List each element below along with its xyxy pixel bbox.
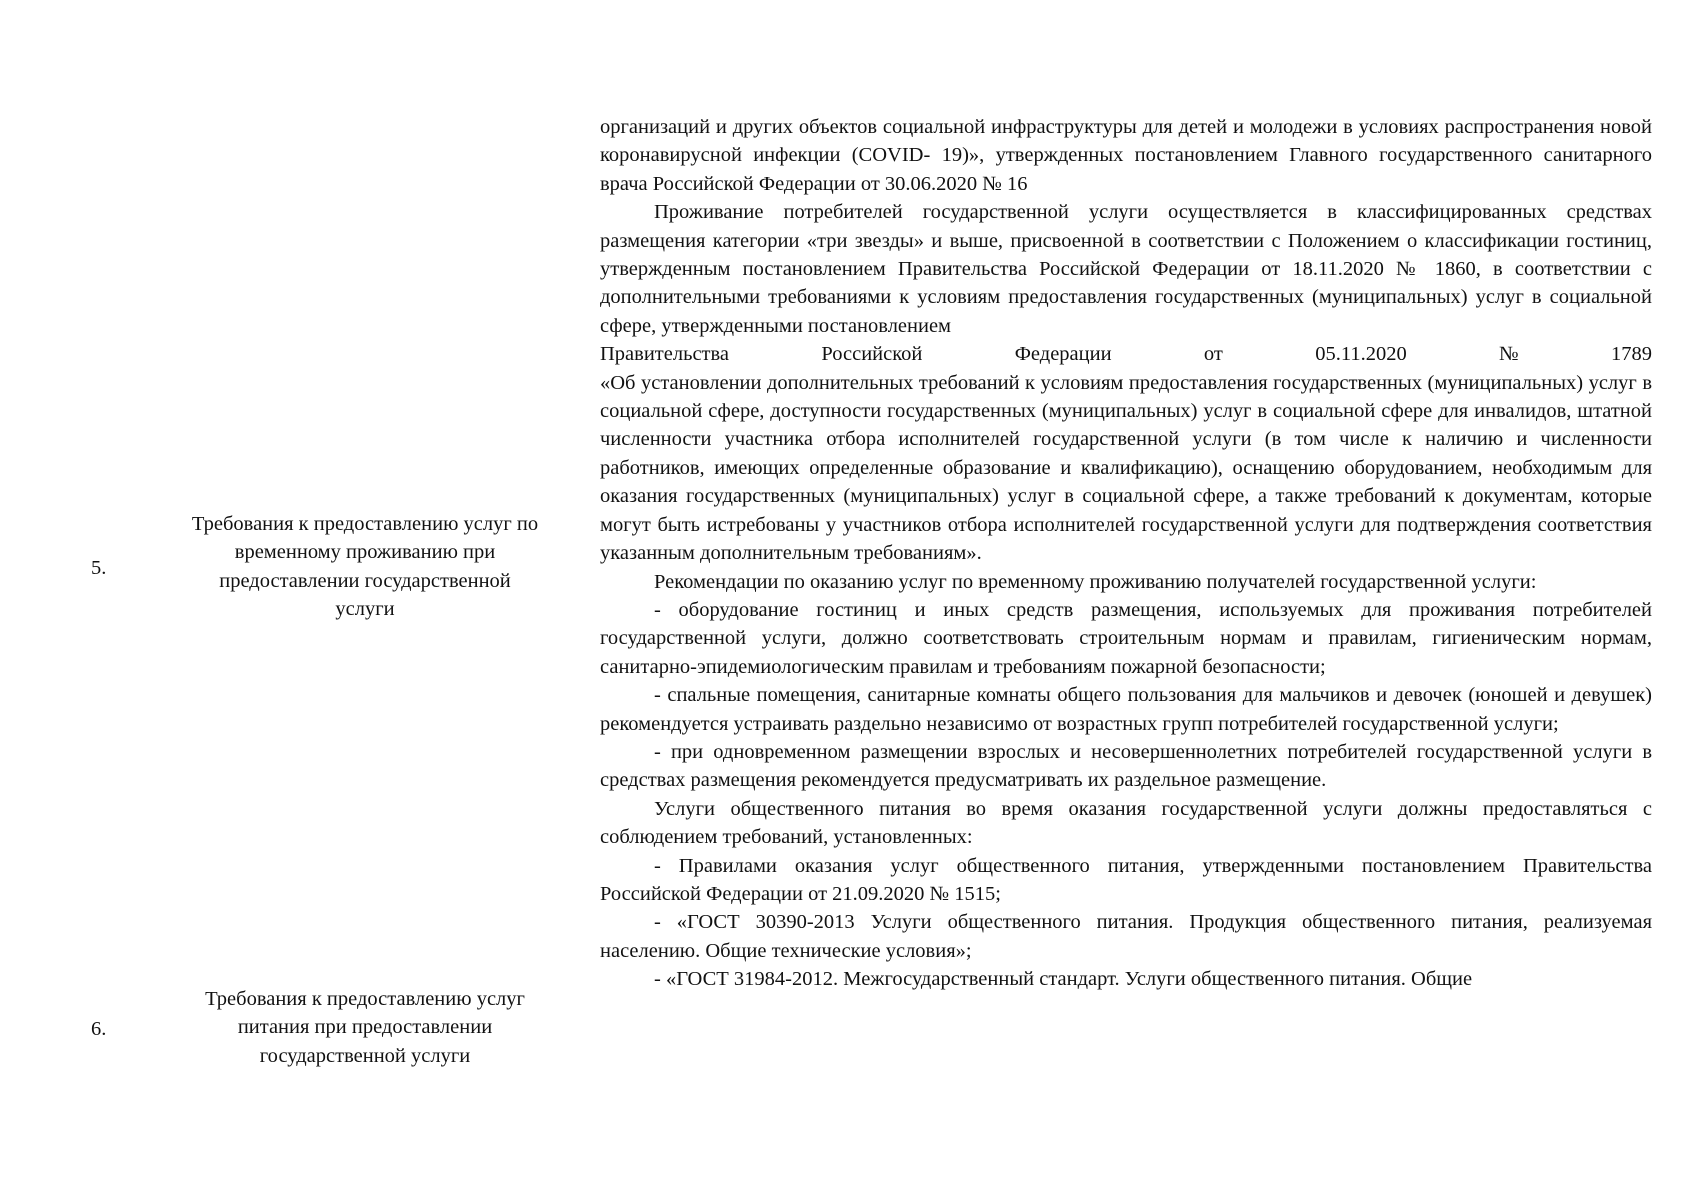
paragraph: Услуги общественного питания во время оказания государственной услуги должны предоставляться с соблюдением требований, установленных: (600, 797, 1652, 849)
word: Правительства (600, 343, 730, 366)
requirement-line: предоставлении государственной (219, 569, 511, 592)
paragraph: организаций и других объектов социальной инфраструктуры для детей и молодежи в условиях распространения новой коронавирусной инфекции (COVID- 19)», утвержденных постановлением Главного государственного санитарного врача Российской Федерации от 30.06.2020 № 16 (600, 116, 1652, 195)
requirement-title (155, 510, 575, 624)
list-item: - оборудование гостиниц и иных средств размещения, используемых для проживания потребителей государственной услуги, должно соответствовать строительным нормам и правилам, гигиеническим нормам, санитарно-эпидемиологическим правилам и требованиям пожарной безопасности; (600, 598, 1652, 678)
requirement-line: питания при предоставлении (237, 1016, 493, 1039)
requirement-line: услуги (335, 598, 395, 621)
word: от (1203, 343, 1223, 366)
paragraph: Рекомендации по оказанию услуг по временному проживанию получателей государственной услуги: (654, 570, 1537, 593)
word: № (1499, 343, 1519, 366)
content-column (600, 113, 1652, 994)
list-item: - Правилами оказания услуг общественного питания, утвержденными постановлением Правительства Российской Федерации от 21.09.2020 № 1515; (600, 854, 1652, 905)
word: Федерации (1014, 343, 1112, 366)
requirement-line: временному проживанию при (234, 541, 496, 564)
list-item: - спальные помещения, санитарные комнаты общего пользования для мальчиков и девочек (юношей и девушек) рекомендуется устраивать раздельно независимо от возрастных групп потребителей государственной услуги; (600, 684, 1652, 735)
word: 1789 (1610, 343, 1652, 366)
requirement-line: Требования к предоставлению услуг (205, 988, 525, 1010)
row-number: 6. (91, 1018, 107, 1040)
paragraph: Проживание потребителей государственной услуги осуществляется в классифицированных средствах размещения категории «три звезды» и выше, присвоенной в соответствии с Положением о классификации гостиниц, утвержденным постановлением Правительства Российской Федерации от 18.11.2020 № 1860, в соответствии с дополнительными требованиями к условиям предоставления государственных (муниципальных) услуг в социальной сфере, утвержденными постановлением (600, 201, 1652, 337)
list-item: - при одновременном размещении взрослых и несовершеннолетних потребителей государственной услуги в средствах размещения рекомендуется предусматривать их раздельное размещение. (600, 740, 1652, 792)
list-item: - «ГОСТ 30390-2013 Услуги общественного питания. Продукция общественного питания, реализуемая населению. Общие технические условия»; (600, 911, 1652, 962)
requirement-title (155, 985, 575, 1070)
word: Российской (821, 343, 923, 366)
justified-line (600, 340, 1652, 368)
word: 05.11.2020 (1315, 343, 1407, 366)
requirement-line: государственной услуги (259, 1044, 471, 1067)
paragraph: «Об установлении дополнительных требований к условиям предоставления государственных (муниципальных) услуг в социальной сфере, доступности государственных (муниципальных) услуг в социальной сфере для инвалидов, штатной численности участника отбора исполнителей государственной услуги (в том числе к наличию и численности работников, имеющих определенные образование и квалификацию), оснащению оборудованием, необходимым для оказания государственных (муниципальных) услуг в социальной сфере, а также требований к документам, которые могут быть истребованы у участников отбора исполнителей государственной услуги для подтверждения соответствия указанным дополнительным требованиям». (600, 371, 1652, 565)
requirement-line: Требования к предоставлению услуг по (191, 513, 539, 535)
row-number: 5. (91, 557, 107, 579)
list-item: - «ГОСТ 31984-2012. Межгосударственный стандарт. Услуги общественного питания. Общие (654, 968, 1473, 991)
